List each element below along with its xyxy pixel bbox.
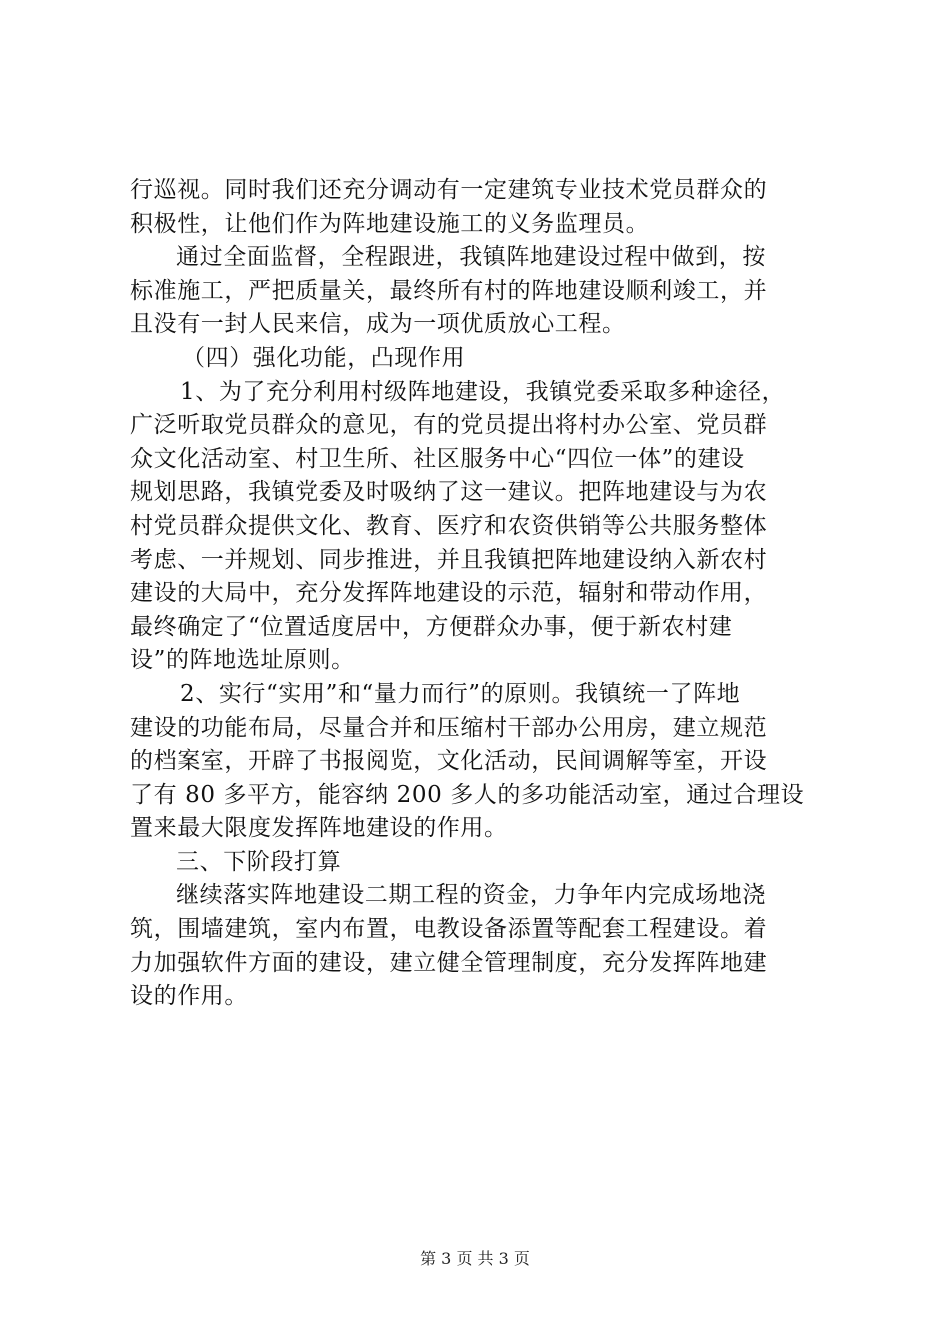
- text-line: 继续落实阵地建设二期工程的资金，力争年内完成场地浇: [176, 882, 766, 909]
- text-line: 的档案室，开辟了书报阅览，文化活动，民间调解等室，开设: [130, 748, 768, 775]
- text-line: 了有 80 多平方，能容纳 200 多人的多功能活动室，通过合理设: [130, 781, 805, 808]
- page-footer: [0, 1246, 950, 1269]
- text-line: 规划思路，我镇党委及时吸纳了这一建议。把阵地建设与为农: [130, 479, 768, 506]
- text-line: 建设的功能布局，尽量合并和压缩村干部办公用房，建立规范: [130, 714, 768, 741]
- section-heading: 三、下阶段打算: [176, 848, 342, 875]
- text-line: 积极性，让他们作为阵地建设施工的义务监理员。: [130, 210, 650, 237]
- text-line: 标准施工，严把质量关，最终所有村的阵地建设顺利竣工，并: [130, 277, 768, 304]
- text-line: 1、为了充分利用村级阵地建设，我镇党委采取多种途径，: [180, 378, 786, 405]
- text-line: 最终确定了“位置适度居中，方便群众办事，便于新农村建: [130, 613, 733, 640]
- text-line: 设的作用。: [130, 983, 248, 1010]
- text-line: 置来最大限度发挥阵地建设的作用。: [130, 815, 508, 842]
- text-line: 行巡视。同时我们还充分调动有一定建筑专业技术党员群众的: [130, 177, 768, 203]
- text-line: 村党员群众提供文化、教育、医疗和农资供销等公共服务整体: [130, 512, 768, 539]
- text-line: 考虑、一并规划、同步推进，并且我镇把阵地建设纳入新农村: [130, 546, 768, 573]
- text-line: 且没有一封人民来信，成为一项优质放心工程。: [130, 311, 626, 338]
- text-line: 广泛听取党员群众的意见，有的党员提出将村办公室、党员群: [130, 412, 768, 439]
- text-line: 设”的阵地选址原则。: [130, 647, 355, 674]
- section-heading: （四）强化功能，凸现作用: [182, 344, 466, 371]
- text-line: 通过全面监督，全程跟进，我镇阵地建设过程中做到，按: [176, 244, 766, 271]
- text-line: 建设的大局中，充分发挥阵地建设的示范，辐射和带动作用，: [130, 580, 768, 607]
- text-line: 筑，围墙建筑，室内布置，电教设备添置等配套工程建设。着: [130, 916, 768, 943]
- text-line: 力加强软件方面的建设，建立健全管理制度，充分发挥阵地建: [130, 949, 768, 976]
- text-line: 2、实行“实用”和“量力而行”的原则。我镇统一了阵地: [180, 680, 741, 707]
- text-line: 众文化活动室、村卫生所、社区服务中心“四位一体”的建设: [130, 445, 745, 472]
- document-body: [130, 174, 830, 1014]
- page-number: 第 3 页 共 3 页: [420, 1249, 530, 1268]
